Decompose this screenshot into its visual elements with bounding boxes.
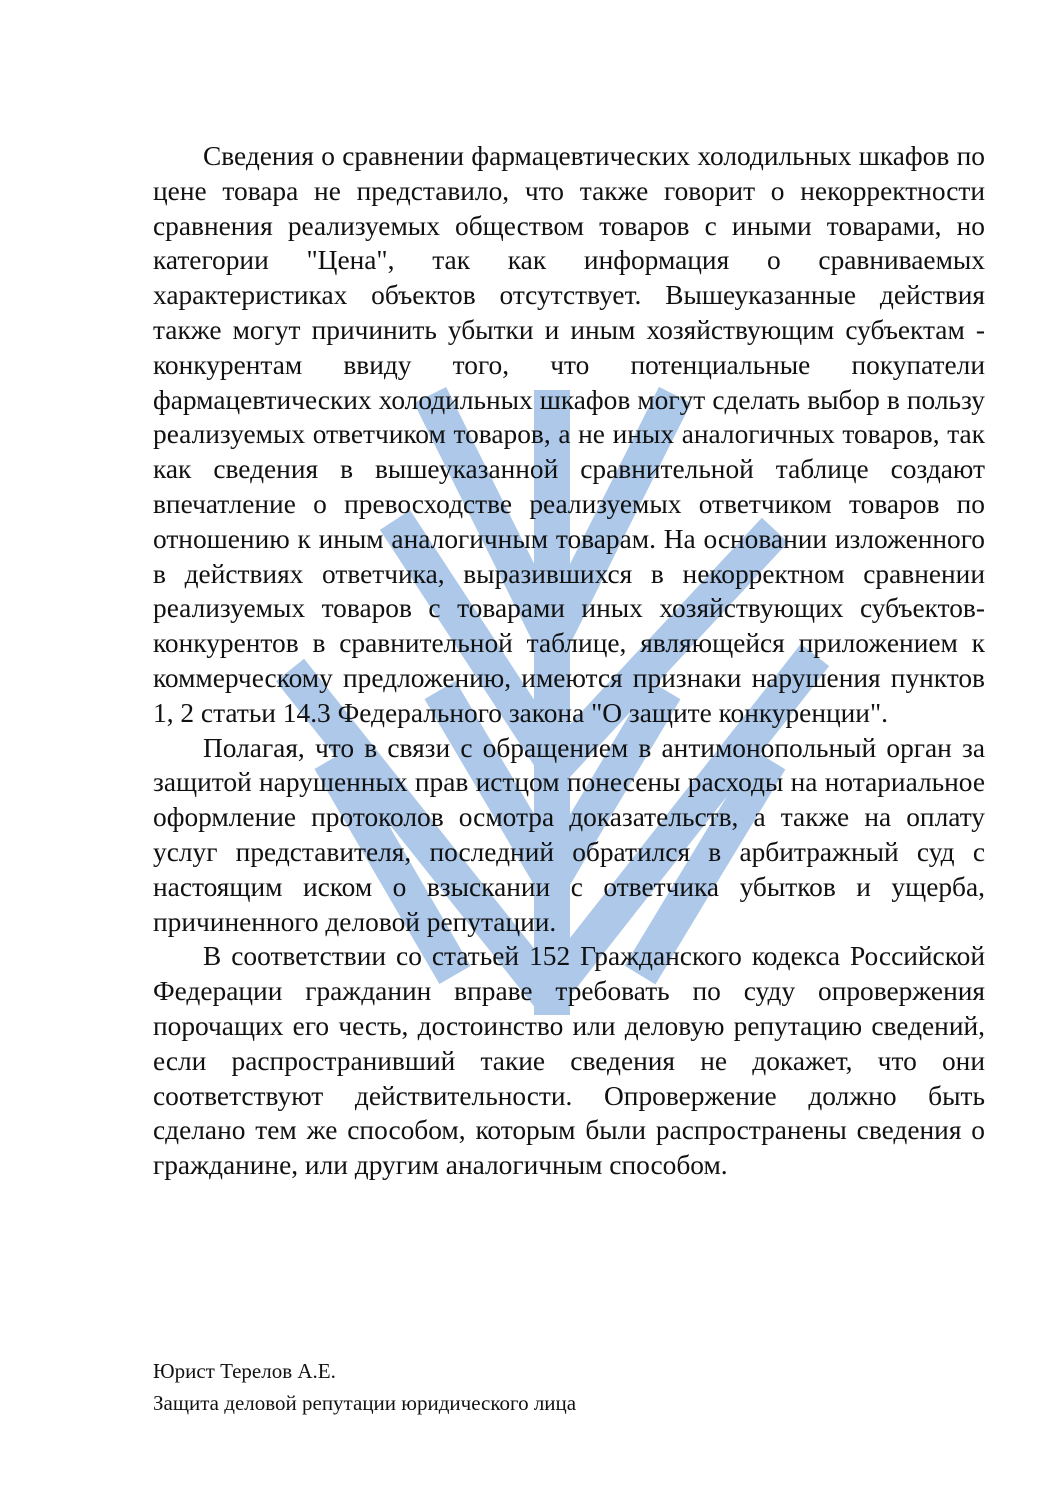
paragraph-civil-code: В соответствии со статьей 152 Гражданского кодекса Российской Федерации гражданин вправе требовать по суду опровержения порочащих его честь, достоинство или деловую репутацию сведений, если распространивший такие сведения не докажет, что они соответствуют действительности. Опровержение должно быть сделано тем же способом, которым были распространены сведения о гражданине, или другим аналогичным способом. bbox=[153, 941, 985, 1181]
paragraph-expenses: Полагая, что в связи с обращением в антимонопольный орган за защитой нарушенных прав истцом понесены расходы на нотариальное оформление протоколов осмотра доказательств, а также на оплату услуг представителя, последний обратился в арбитражный суд с настоящим иском о взыскании с ответчика убытков и ущерба, причиненного деловой репутации. bbox=[153, 732, 985, 937]
document-body bbox=[153, 139, 985, 1183]
footer-subtitle: Защита деловой репутации юридического лица bbox=[153, 1391, 577, 1415]
document-footer bbox=[153, 1355, 985, 1419]
paragraph-comparison: Сведения о сравнении фармацевтических холодильных шкафов по цене товара не представило, что также говорит о некорректности сравнения реализуемых обществом товаров с иными товарами, но категории "Цена", так как информация о сравниваемых характеристиках объектов отсутствует. Вышеуказанные действия также могут причинить убытки и иным хозяйствующим субъектам - конкурентам ввиду того, что потенциальные покупатели фармацевтических холодильных шкафов могут сделать выбор в пользу реализуемых ответчиком товаров, а не иных аналогичных товаров, так как сведения в вышеуказанной сравнительной таблице создают впечатление о превосходстве реализуемых ответчиком товаров по отношению к иным аналогичным товарам. На основании изложенного в действиях ответчика, выразившихся в некорректном сравнении реализуемых товаров с товарами иных хозяйствующих субъектов-конкурентов в сравнительной таблице, являющейся приложением к коммерческому предложению, имеются признаки нарушения пунктов 1, 2 статьи 14.3 Федерального закона "О защите конкуренции". bbox=[153, 141, 985, 728]
footer-author: Юрист Терелов А.Е. bbox=[153, 1359, 336, 1383]
